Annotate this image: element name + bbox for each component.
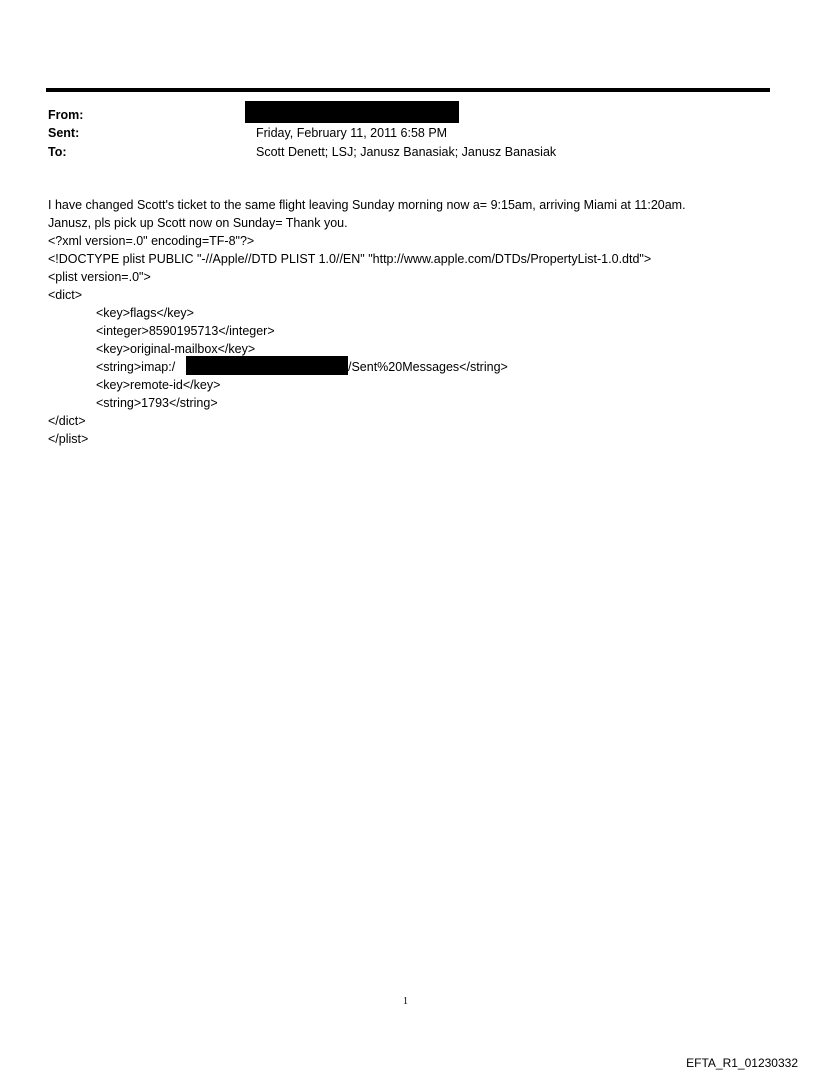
- body-line-4: <!DOCTYPE plist PUBLIC "-//Apple//DTD PLIST 1.0//EN" "http://www.apple.com/DTDs/PropertyList-1.0.dtd">: [48, 252, 652, 266]
- redaction-mailbox: [186, 356, 348, 375]
- sent-label: Sent:: [48, 126, 80, 140]
- from-label: From:: [48, 108, 84, 122]
- body-line-1: I have changed Scott's ticket to the same flight leaving Sunday morning now a= 9:15am, arriving Miami at 11:20am.: [48, 198, 686, 212]
- to-label: To:: [48, 145, 67, 159]
- body-line-10b: /Sent%20Messages</string>: [348, 360, 508, 374]
- to-value: Scott Denett; LSJ; Janusz Banasiak; Janusz Banasiak: [256, 145, 557, 159]
- body-line-9: <key>original-mailbox</key>: [96, 342, 256, 356]
- body-line-11: <key>remote-id</key>: [96, 378, 221, 392]
- body-line-6: <dict>: [48, 288, 83, 302]
- redaction-from: [245, 101, 459, 123]
- body-line-3: <?xml version=.0" encoding=TF-8"?>: [48, 234, 255, 248]
- bates-number: EFTA_R1_01230332: [686, 1056, 798, 1070]
- body-line-2: Janusz, pls pick up Scott now on Sunday= Thank you.: [48, 216, 348, 230]
- header-rule: [46, 88, 770, 92]
- body-line-5: <plist version=.0">: [48, 270, 151, 284]
- page-number: 1: [403, 996, 408, 1007]
- body-line-7: <key>flags</key>: [96, 306, 194, 320]
- body-line-8: <integer>8590195713</integer>: [96, 324, 275, 338]
- body-line-13: </dict>: [48, 414, 86, 428]
- body-line-10a: <string>imap:/: [96, 360, 176, 374]
- body-line-14: </plist>: [48, 432, 89, 446]
- sent-value: Friday, February 11, 2011 6:58 PM: [256, 126, 448, 140]
- body-line-12: <string>1793</string>: [96, 396, 218, 410]
